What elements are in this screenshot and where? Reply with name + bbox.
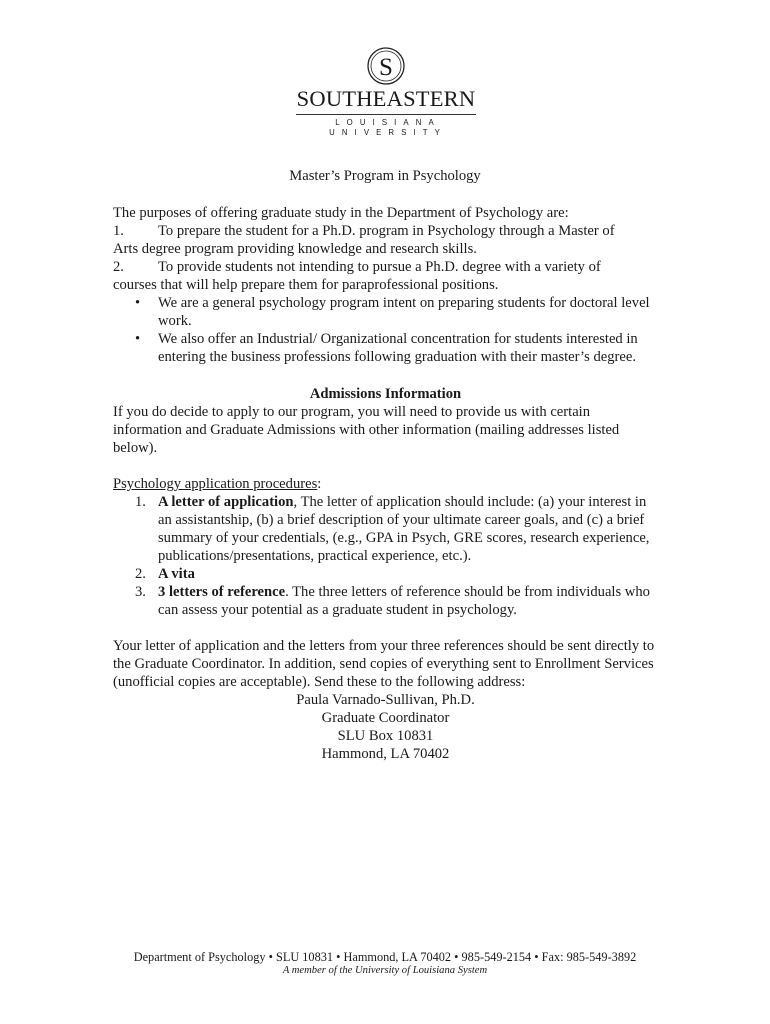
purpose-1-continuation: Arts degree program providing knowledge and research skills.: [113, 241, 477, 257]
admissions-text: If you do decide to apply to our program, you will need to provide us with certain information and Graduate Admissions with other information (mailing addresses listed below).: [113, 404, 620, 456]
procedure-item: [113, 583, 658, 619]
address-box: SLU Box 10831: [337, 728, 434, 744]
procedure-item: [113, 565, 658, 583]
program-bullets: [113, 294, 658, 366]
page-title: Master’s Program in Psychology: [289, 168, 481, 184]
footer-member: A member of the University of Louisiana System: [282, 965, 488, 976]
footer-contact: Department of Psychology • SLU 10831 • Hammond, LA 70402 • 985-549-2154 • Fax: 985-549-3892: [133, 950, 637, 964]
address-title: Graduate Coordinator: [321, 710, 450, 726]
logo-letter: S: [379, 54, 393, 81]
procedure-item: [113, 493, 658, 565]
procedure-number: 2.: [135, 566, 146, 582]
bullet-icon: •: [135, 295, 141, 311]
procedure-number: 3.: [135, 584, 146, 600]
seal-icon: [366, 46, 406, 86]
procedure-title: A vita: [158, 566, 195, 582]
address-city: Hammond, LA 70402: [321, 746, 450, 762]
bullet-item: [113, 330, 658, 366]
intro-text: The purposes of offering graduate study in the Department of Psychology are:: [113, 205, 569, 221]
procedures-list: [113, 493, 658, 619]
university-logo: [294, 46, 478, 137]
closing-text: Your letter of application and the letters from your three references should be sent directly to the Graduate Coordinator. In addition, send copies of everything sent to Enrollment Services (unofficial copies are acceptable). Send these to the following address:: [113, 638, 655, 690]
mailing-address: [113, 691, 658, 763]
logo-subtitle: LOUISIANA UNIVERSITY: [329, 118, 447, 137]
procedure-title: 3 letters of reference: [158, 584, 286, 600]
logo-divider: [296, 114, 476, 115]
address-name: Paula Varnado-Sullivan, Ph.D.: [296, 692, 475, 708]
bullet-item: [113, 294, 658, 330]
purpose-1: [113, 222, 658, 240]
procedure-title: A letter of application: [158, 494, 294, 510]
bullet-text: We also offer an Industrial/ Organizational concentration for students interested in entering the business professions following graduation with their master’s degree.: [158, 331, 638, 365]
procedures-heading: [113, 475, 658, 493]
procedure-text: , The letter of application should include: (a) your interest in an assistantship, (b) a brief description of your ultimate career goals, and (c) a brief summary of your credentials, (e.g., GPA in Psych, GRE scores, research experience, publications/presentations, practical experience, etc.).: [158, 494, 650, 564]
bullet-icon: •: [135, 331, 141, 347]
purpose-text: To prepare the student for a Ph.D. program in Psychology through a Master of: [158, 223, 615, 239]
document-body: [113, 204, 658, 763]
procedure-text: . The three letters of reference should be from individuals who can assess your potential as a graduate student in psychology.: [158, 584, 650, 618]
purpose-number: 2.: [113, 259, 124, 275]
purpose-2: [113, 258, 658, 276]
purpose-number: 1.: [113, 223, 124, 239]
purpose-2-continuation: courses that will help prepare them for paraprofessional positions.: [113, 277, 499, 293]
procedures-label: Psychology application procedures: [113, 476, 318, 492]
admissions-heading: Admissions Information: [309, 386, 462, 402]
procedure-number: 1.: [135, 494, 146, 510]
logo-name: SOUTHEASTERN: [296, 86, 476, 111]
bullet-text: We are a general psychology program intent on preparing students for doctoral level work.: [158, 295, 650, 329]
procedures-colon: :: [317, 476, 322, 492]
purpose-text: To provide students not intending to pursue a Ph.D. degree with a variety of: [158, 259, 601, 275]
